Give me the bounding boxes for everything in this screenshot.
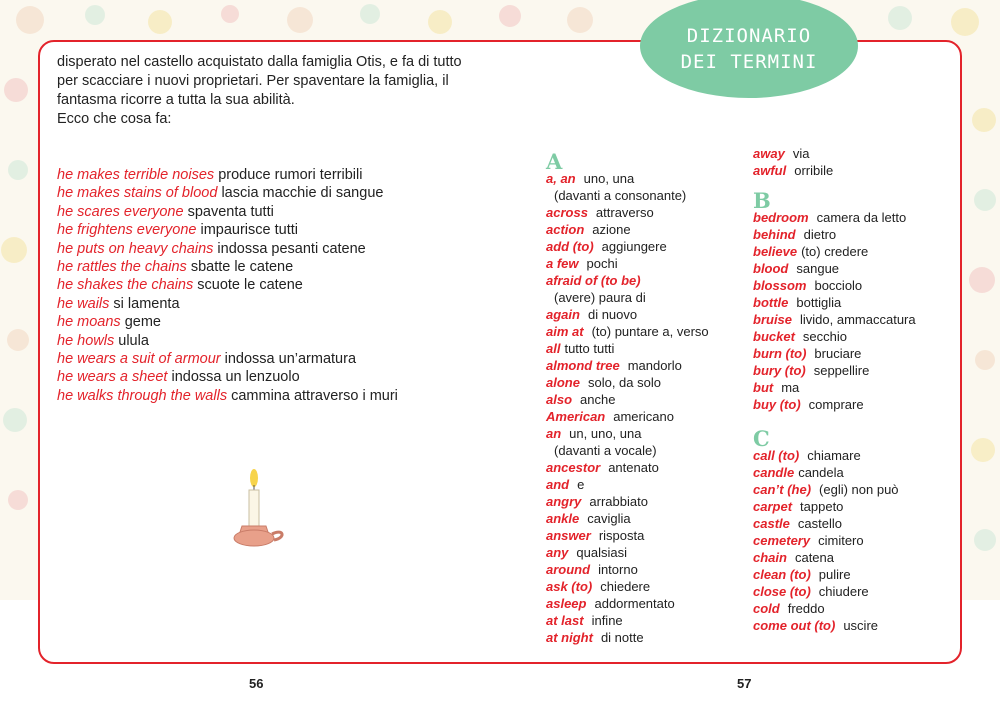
entry-it: catena xyxy=(794,550,835,565)
entry-en: an xyxy=(546,426,562,441)
entry-it: (davanti a consonante) xyxy=(554,188,687,203)
dictionary-entry xyxy=(753,162,916,179)
dictionary-entry xyxy=(753,396,916,413)
entry-en: ancestor xyxy=(546,460,601,475)
entry-en: at night xyxy=(546,630,593,645)
entry-it: candela xyxy=(798,465,844,480)
entry-en: can’t (he) xyxy=(753,482,812,497)
dictionary-entry xyxy=(546,204,709,221)
page-number-left: 56 xyxy=(249,676,264,691)
dictionary-entry xyxy=(546,357,709,374)
dictionary-entry xyxy=(546,578,709,595)
entry-it: mandorlo xyxy=(627,358,682,373)
candle-body xyxy=(249,490,259,526)
entry-it: comprare xyxy=(808,397,864,412)
dictionary-entry xyxy=(753,464,916,481)
entry-it: (to) puntare a, verso xyxy=(591,324,709,339)
entry-it: castello xyxy=(797,516,842,531)
entry-it: caviglia xyxy=(587,511,631,526)
phrase-en: he wears a sheet xyxy=(57,369,168,386)
phrase-it: ulula xyxy=(118,332,149,349)
dictionary-entry xyxy=(753,515,916,532)
entry-it: sangue xyxy=(796,261,840,276)
dictionary-entry xyxy=(546,221,709,238)
dictionary-entry xyxy=(753,532,916,549)
entry-it: di nuovo xyxy=(587,307,638,322)
dictionary-entry xyxy=(753,498,916,515)
dictionary-entry xyxy=(753,481,916,498)
phrase-item xyxy=(57,276,497,294)
entry-it: tappeto xyxy=(800,499,844,514)
entry-it: pulire xyxy=(818,567,851,582)
dictionary-entry xyxy=(546,612,709,629)
section-letter-b: B xyxy=(753,188,771,213)
entry-it: azione xyxy=(592,222,631,237)
entry-en: almond tree xyxy=(546,358,620,373)
phrase-it: cammina attraverso i muri xyxy=(231,387,398,404)
intro-line: Ecco che cosa fa: xyxy=(57,111,172,127)
phrase-item xyxy=(57,240,497,258)
entry-it: secchio xyxy=(802,329,847,344)
entry-it: (egli) non può xyxy=(819,482,899,497)
entry-it: chiudere xyxy=(818,584,869,599)
entry-it: qualsiasi xyxy=(576,545,627,560)
ghost-actions-list xyxy=(57,166,497,405)
entry-en: chain xyxy=(753,550,787,565)
entry-en: ask (to) xyxy=(546,579,593,594)
entry-en: across xyxy=(546,205,588,220)
entry-it: e xyxy=(577,477,585,492)
entry-en: American xyxy=(546,409,606,424)
phrase-en: he wails xyxy=(57,295,110,312)
dictionary-entry xyxy=(546,425,709,442)
phrase-en: he moans xyxy=(57,314,121,331)
dictionary-entry xyxy=(546,272,709,289)
entry-it: livido, ammaccatura xyxy=(800,312,916,327)
dictionary-entry xyxy=(546,391,709,408)
entry-it: arrabbiato xyxy=(589,494,648,509)
dictionary-entry xyxy=(753,328,916,345)
entry-en: asleep xyxy=(546,596,587,611)
entry-en: answer xyxy=(546,528,591,543)
entry-it: bocciolo xyxy=(814,278,863,293)
phrase-item xyxy=(57,387,497,405)
dictionary-entry xyxy=(546,187,709,204)
entry-en: action xyxy=(546,222,585,237)
entry-it: ma xyxy=(781,380,800,395)
entry-en: behind xyxy=(753,227,796,242)
entry-it: via xyxy=(792,146,810,161)
entry-it: uscire xyxy=(843,618,879,633)
entry-it: chiamare xyxy=(807,448,861,463)
dictionary-entry xyxy=(546,408,709,425)
entry-it: tutto tutti xyxy=(564,341,615,356)
entry-it: solo, da solo xyxy=(587,375,661,390)
entry-it: anche xyxy=(580,392,616,407)
entry-en: a, an xyxy=(546,171,576,186)
dictionary-entry xyxy=(546,527,709,544)
dictionary-entry xyxy=(546,340,709,357)
entry-en: angry xyxy=(546,494,582,509)
entry-it: (avere) paura di xyxy=(554,290,646,305)
phrase-item xyxy=(57,203,497,221)
entry-it: attraverso xyxy=(595,205,654,220)
phrase-it: si lamenta xyxy=(113,295,180,312)
dictionary-entry xyxy=(753,566,916,583)
dictionary-entry xyxy=(546,459,709,476)
entry-en: but xyxy=(753,380,774,395)
entry-it: dietro xyxy=(803,227,837,242)
entry-en: again xyxy=(546,307,580,322)
dictionary-column-2 xyxy=(753,145,916,634)
entry-en: bruise xyxy=(753,312,793,327)
dictionary-entry xyxy=(546,493,709,510)
dictionary-entry xyxy=(753,617,916,634)
phrase-it: sbatte le catene xyxy=(190,259,294,276)
phrase-it: geme xyxy=(124,314,161,331)
intro-paragraph xyxy=(57,53,477,129)
entry-it: risposta xyxy=(598,528,645,543)
entry-it: seppellire xyxy=(813,363,870,378)
entry-it: camera da letto xyxy=(816,210,907,225)
entry-en: awful xyxy=(753,163,787,178)
phrase-en: he wears a suit of armour xyxy=(57,351,221,368)
entry-it: (to) credere xyxy=(801,244,869,259)
dictionary-entry xyxy=(546,374,709,391)
dictionary-entry xyxy=(753,362,916,379)
phrase-it: spaventa tutti xyxy=(187,203,274,220)
phrase-it: indossa pesanti catene xyxy=(217,240,366,257)
entry-en: any xyxy=(546,545,569,560)
intro-line: fantasma ricorre a tutta la sua abilità. xyxy=(57,92,295,108)
entry-it: chiedere xyxy=(600,579,651,594)
dictionary-entry xyxy=(753,447,916,464)
phrase-item xyxy=(57,166,497,184)
entry-it: cimitero xyxy=(818,533,864,548)
entry-en: clean (to) xyxy=(753,567,811,582)
dictionary-entry xyxy=(753,294,916,311)
entry-it: orribile xyxy=(794,163,834,178)
phrase-it: impaurisce tutti xyxy=(200,222,298,239)
entry-en: ankle xyxy=(546,511,580,526)
entry-en: bottle xyxy=(753,295,789,310)
dictionary-entry xyxy=(546,442,709,459)
phrase-en: he frightens everyone xyxy=(57,222,197,239)
title-line-2: DEI TERMINI xyxy=(680,51,818,73)
entry-it: intorno xyxy=(598,562,638,577)
entry-it: un, uno, una xyxy=(569,426,642,441)
entry-it: americano xyxy=(613,409,674,424)
entry-it: addormentato xyxy=(594,596,675,611)
entry-it: di notte xyxy=(600,630,644,645)
entry-en: afraid of (to be) xyxy=(546,273,641,288)
entry-it: bruciare xyxy=(814,346,862,361)
entry-en: blossom xyxy=(753,278,807,293)
entry-en: candle xyxy=(753,465,795,480)
phrase-en: he shakes the chains xyxy=(57,277,194,294)
entry-en: bucket xyxy=(753,329,795,344)
entry-en: carpet xyxy=(753,499,793,514)
dictionary-entry xyxy=(753,145,916,162)
entry-en: bury (to) xyxy=(753,363,806,378)
entry-en: buy (to) xyxy=(753,397,801,412)
dictionary-entry xyxy=(753,345,916,362)
entry-en: and xyxy=(546,477,570,492)
entry-en: close (to) xyxy=(753,584,811,599)
dictionary-entry xyxy=(753,209,916,226)
phrase-it: lascia macchie di sangue xyxy=(221,185,384,202)
entry-en: away xyxy=(753,146,785,161)
phrase-item xyxy=(57,350,497,368)
dictionary-entry xyxy=(546,629,709,646)
entry-en: bedroom xyxy=(753,210,809,225)
title-line-1: DIZIONARIO xyxy=(686,25,812,47)
dictionary-entry xyxy=(753,379,916,396)
dictionary-entry xyxy=(753,243,916,260)
dictionary-entry xyxy=(546,595,709,612)
dictionary-entry xyxy=(753,311,916,328)
entry-it: bottiglia xyxy=(796,295,842,310)
dictionary-entry xyxy=(546,544,709,561)
entry-it: uno, una xyxy=(583,171,635,186)
phrase-item xyxy=(57,313,497,331)
phrase-item xyxy=(57,295,497,313)
dictionary-entry xyxy=(546,255,709,272)
phrase-en: he scares everyone xyxy=(57,203,184,220)
intro-line: per scacciare i nuovi proprietari. Per spaventare la famiglia, il xyxy=(57,73,449,89)
candle-flame xyxy=(250,469,258,487)
entry-en: alone xyxy=(546,375,580,390)
section-letter-a: A xyxy=(546,149,563,174)
dictionary-entry xyxy=(546,510,709,527)
page-number-right: 57 xyxy=(737,676,752,691)
dictionary-entry xyxy=(753,600,916,617)
phrase-en: he walks through the walls xyxy=(57,387,228,404)
entry-en: also xyxy=(546,392,573,407)
candle-holder-dish xyxy=(234,530,274,546)
entry-en: add (to) xyxy=(546,239,594,254)
phrase-en: he rattles the chains xyxy=(57,259,187,276)
phrase-item xyxy=(57,368,497,386)
dictionary-entry xyxy=(546,561,709,578)
dictionary-entry xyxy=(546,170,709,187)
phrase-en: he howls xyxy=(57,332,115,349)
dictionary-entry xyxy=(546,323,709,340)
entry-en: aim at xyxy=(546,324,584,339)
entry-it: aggiungere xyxy=(601,239,667,254)
dictionary-entry xyxy=(546,476,709,493)
dictionary-entry xyxy=(753,260,916,277)
entry-en: castle xyxy=(753,516,790,531)
entry-en: come out (to) xyxy=(753,618,836,633)
phrase-it: scuote le catene xyxy=(197,277,303,294)
section-letter-c: C xyxy=(753,426,770,451)
phrase-item xyxy=(57,184,497,202)
dictionary-entry xyxy=(753,277,916,294)
phrase-en: he makes stains of blood xyxy=(57,185,218,202)
dictionary-entry xyxy=(753,549,916,566)
phrase-en: he makes terrible noises xyxy=(57,167,215,183)
entry-en: believe xyxy=(753,244,798,259)
entry-en: around xyxy=(546,562,591,577)
candle-illustration xyxy=(230,468,290,552)
phrase-en: he puts on heavy chains xyxy=(57,240,214,257)
dictionary-entry xyxy=(753,226,916,243)
entry-it: freddo xyxy=(787,601,825,616)
dictionary-entry xyxy=(546,306,709,323)
entry-it: (davanti a vocale) xyxy=(554,443,657,458)
entry-en: at last xyxy=(546,613,584,628)
entry-en: blood xyxy=(753,261,789,276)
entry-en: burn (to) xyxy=(753,346,807,361)
entry-it: pochi xyxy=(586,256,618,271)
entry-en: a few xyxy=(546,256,579,271)
entry-en: cemetery xyxy=(753,533,811,548)
entry-en: call (to) xyxy=(753,448,800,463)
dictionary-entry xyxy=(546,289,709,306)
phrase-it: produce rumori terribili xyxy=(218,167,363,183)
entry-en: cold xyxy=(753,601,780,616)
phrase-it: indossa un’armatura xyxy=(224,351,357,368)
entry-en: all xyxy=(546,341,561,356)
entry-it: antenato xyxy=(608,460,659,475)
intro-line: disperato nel castello acquistato dalla famiglia Otis, e fa di tutto xyxy=(57,54,462,70)
phrase-item xyxy=(57,258,497,276)
phrase-item xyxy=(57,221,497,239)
dictionary-entry xyxy=(546,238,709,255)
entry-it: infine xyxy=(591,613,623,628)
phrase-item xyxy=(57,332,497,350)
phrase-it: indossa un lenzuolo xyxy=(171,369,300,386)
dictionary-column-1 xyxy=(546,150,709,646)
dictionary-entry xyxy=(753,583,916,600)
